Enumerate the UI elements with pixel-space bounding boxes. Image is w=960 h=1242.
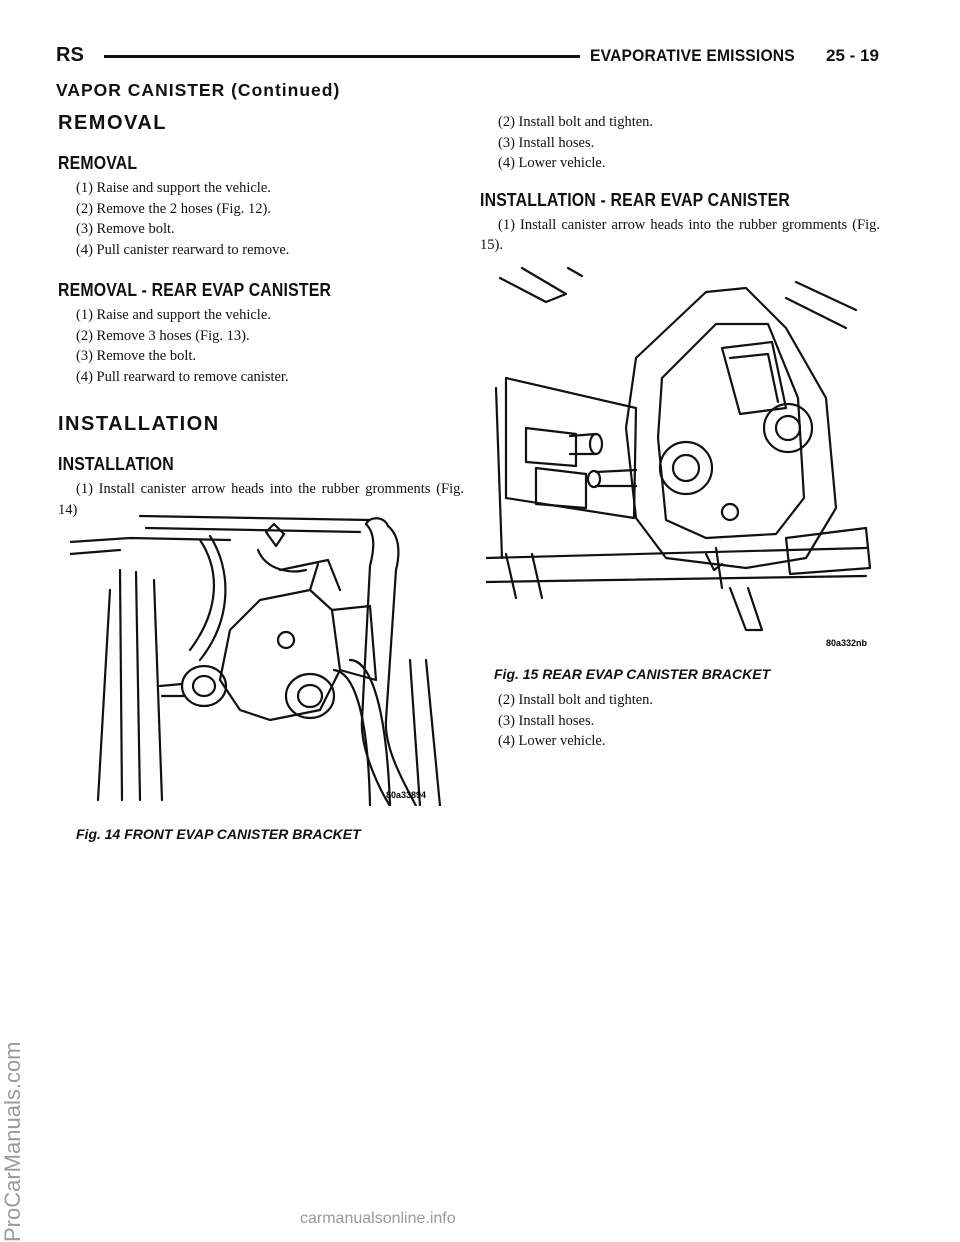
rear-removal-step: (4) Pull rearward to remove canister. [76, 368, 289, 385]
figure-15 [486, 258, 876, 650]
removal-subheading: REMOVAL [58, 153, 138, 173]
rear-removal-steps [58, 305, 464, 387]
figure-14 [70, 510, 462, 806]
install-step: (4) Lower vehicle. [498, 155, 606, 171]
install-step: (3) Install hoses. [498, 134, 595, 151]
figure-14-code: 80a33894 [386, 790, 427, 800]
header-section-code: RS [56, 44, 84, 66]
header-title: EVAPORATIVE EMISSIONS [590, 46, 795, 65]
rear-removal-step: (2) Remove 3 hoses (Fig. 13). [76, 327, 250, 344]
rear-removal-step: (3) Remove the bolt. [76, 348, 197, 364]
rear-install-step-1: (1) Install canister arrow heads into the rubber gromments (Fig. 15). [480, 216, 880, 253]
side-watermark: ProCarManuals.com [0, 1041, 25, 1242]
removal-step: (4) Pull canister rearward to remove. [76, 241, 290, 258]
figure-15-code: 80a332nb [826, 638, 868, 648]
rear-install-step: (2) Install bolt and tighten. [498, 692, 654, 708]
installation-heading: INSTALLATION [58, 413, 220, 435]
removal-heading: REMOVAL [58, 112, 168, 134]
figure-14-caption: Fig. 14 FRONT EVAP CANISTER BRACKET [76, 826, 361, 842]
rear-install-step: (4) Lower vehicle. [498, 733, 606, 749]
removal-step: (1) Raise and support the vehicle. [76, 180, 271, 196]
installation-subheading: INSTALLATION [58, 454, 174, 474]
rear-removal-step: (1) Raise and support the vehicle. [76, 307, 271, 323]
rear-install-steps [480, 690, 880, 752]
rear-install-step: (3) Install hoses. [498, 712, 595, 729]
right-column [480, 112, 880, 256]
installation-step-1: (1) Install canister arrow heads into the rubber gromments (Fig. 14) [58, 481, 464, 518]
front-evap-canister-bracket-illustration [70, 510, 462, 806]
continued-title: VAPOR CANISTER (Continued) [56, 80, 341, 100]
figure-15-caption: Fig. 15 REAR EVAP CANISTER BRACKET [494, 666, 771, 682]
removal-step: (2) Remove the 2 hoses (Fig. 12). [76, 200, 271, 217]
footer-watermark: carmanualsonline.info [300, 1210, 456, 1227]
install-steps [480, 112, 880, 174]
removal-step: (3) Remove bolt. [76, 221, 175, 237]
rear-evap-canister-bracket-illustration [486, 258, 876, 650]
rear-install-subheading: INSTALLATION - REAR EVAP CANISTER [480, 189, 791, 210]
removal-steps [58, 178, 464, 260]
left-column [58, 112, 464, 520]
header-rule [104, 55, 580, 58]
page-number: 25 - 19 [826, 46, 879, 65]
rear-removal-subheading: REMOVAL - REAR EVAP CANISTER [58, 280, 332, 300]
install-step: (2) Install bolt and tighten. [498, 114, 654, 130]
